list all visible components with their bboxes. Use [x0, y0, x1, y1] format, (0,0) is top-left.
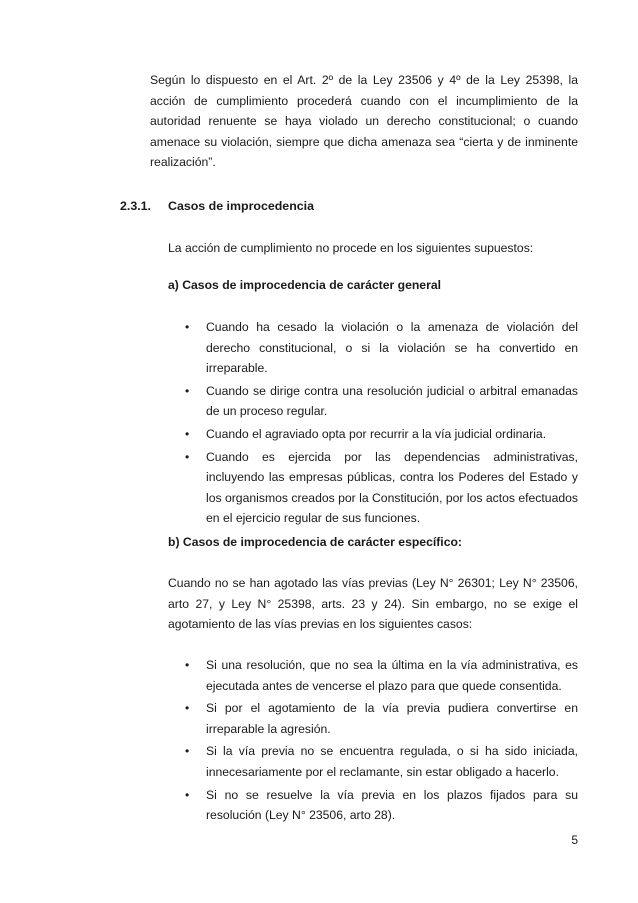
bullet-icon: •	[185, 744, 190, 759]
bullet-icon: •	[185, 449, 190, 464]
section-title: Casos de improcedencia	[168, 199, 314, 213]
page-number: 5	[571, 833, 578, 847]
intro-paragraph: Según lo dispuesto en el Art. 2º de la Ley 23506 y 4º de la Ley 25398, la acción de cumplimiento procederá cuando con el incumplimiento de la autoridad renuente se haya violado un derecho constitucional; o cuando amenace su violación, siempre que dicha amenaza sea “cierta y de inminente realización”.	[150, 73, 578, 169]
bullet-icon: •	[185, 701, 190, 716]
subheading-general: a) Casos de improcedencia de carácter general	[168, 278, 441, 292]
specific-paragraph: Cuando no se han agotado las vías previas (Ley N° 26301; Ley N° 23506, arto 27, y Ley N° 25398, arts. 23 y 24). Sin embargo, no se exige el agotamiento de las vías previas en los siguientes casos:	[168, 576, 578, 631]
section-intro: La acción de cumplimiento no procede en los siguientes supuestos:	[168, 241, 534, 255]
bullet-icon: •	[185, 383, 190, 398]
list-item: • Si no se resuelve la vía previa en los plazos fijados para su resolución (Ley N° 23506, arto 28).	[168, 785, 578, 826]
section-heading	[120, 199, 314, 213]
list-item: • Si la vía previa no se encuentra regulada, o si ha sido iniciada, innecesariamente por el reclamante, sin estar obligado a hacerlo.	[168, 741, 578, 782]
bullet-icon: •	[185, 426, 190, 441]
list-item: • Cuando es ejercida por las dependencias administrativas, incluyendo las empresas públicas, contra los Poderes del Estado y los organismos creados por la Constitución, por los actos efectuados en el ejercicio regular de sus funciones.	[168, 447, 578, 529]
subheading-specific: b) Casos de improcedencia de carácter específico:	[168, 535, 462, 549]
bullet-icon: •	[185, 320, 190, 334]
list-item: • Si por el agotamiento de la vía previa pudiera convertirse en irreparable la agresión.	[168, 698, 578, 739]
list-item: • Cuando el agraviado opta por recurrir a la vía judicial ordinaria.	[168, 424, 578, 445]
bullet-icon: •	[185, 658, 190, 672]
specific-cases-list	[168, 655, 578, 828]
general-cases-list	[168, 317, 578, 531]
list-item: • Cuando ha cesado la violación o la amenaza de violación del derecho constitucional, o si la violación se ha convertido en irreparable.	[168, 317, 578, 379]
list-item: • Si una resolución, que no sea la última en la vía administrativa, es ejecutada antes de vencerse el plazo para que quede consentida.	[168, 655, 578, 696]
list-item: • Cuando se dirige contra una resolución judicial o arbitral emanadas de un proceso regular.	[168, 381, 578, 422]
bullet-icon: •	[185, 787, 190, 802]
section-number: 2.3.1.	[120, 199, 152, 213]
